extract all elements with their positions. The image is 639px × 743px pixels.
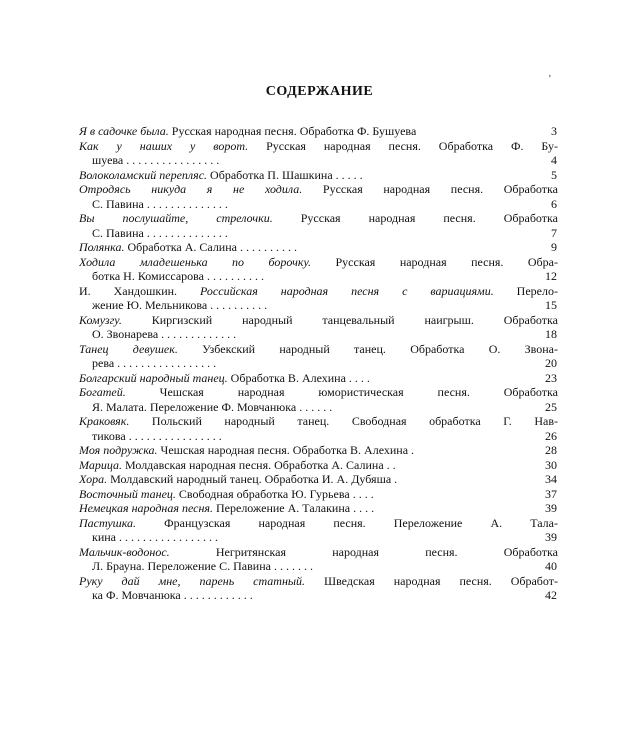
- toc-text: жение Ю. Мельникова . . . . . . . . . .: [92, 298, 268, 312]
- toc-line: [79, 240, 558, 255]
- toc-page-number: 20: [545, 356, 557, 370]
- toc-text: Л. Брауна. Переложение С. Павина . . . . . . .: [92, 559, 313, 573]
- toc-text: Чешская народная юмористическая песня. Обработка: [125, 385, 558, 399]
- toc-title-italic: Я в садочке была.: [79, 124, 169, 138]
- toc-line: [79, 182, 558, 197]
- toc-title-italic: Танец девушек.: [79, 341, 178, 356]
- toc-text: С. Павина . . . . . . . . . . . . . .: [92, 225, 228, 240]
- toc-page-number: 34: [545, 472, 557, 486]
- toc-text: ботка Н. Комиссарова . . . . . . . . . .: [92, 269, 264, 283]
- toc-title-italic: Немецкая народная песня.: [79, 501, 213, 515]
- toc-line: [79, 284, 558, 299]
- toc-title-italic: Моя подружка.: [79, 443, 158, 457]
- toc-title-italic: Российская народная песня с вариациями.: [200, 283, 494, 298]
- toc-text: Перело-: [493, 283, 558, 298]
- toc-text: Свободная обработка Ю. Гурьева . . . .: [175, 486, 374, 501]
- toc-text: Русская народная песня. Обработка Ф. Бу-: [248, 138, 558, 153]
- toc-title-italic: Хора.: [79, 472, 108, 486]
- toc-line: [92, 226, 558, 241]
- toc-line: [79, 255, 558, 270]
- toc-title-italic: Мальчик-водонос.: [79, 544, 170, 559]
- toc-page-number: 9: [551, 240, 557, 254]
- toc-line: [92, 197, 558, 212]
- toc-line: [79, 516, 558, 531]
- toc-line: [79, 124, 558, 139]
- toc-page-number: 40: [545, 559, 557, 573]
- toc-text: Польский народный танец. Свободная обработка Г. Нав-: [129, 414, 558, 428]
- toc-line: [79, 487, 558, 502]
- toc-text: рева . . . . . . . . . . . . . . . . .: [92, 356, 217, 370]
- toc-page-number: 37: [545, 486, 557, 501]
- toc-title-italic: Руку дай мне, парень статный.: [79, 573, 306, 588]
- toc-line: [92, 269, 558, 284]
- toc-line: [79, 211, 558, 226]
- toc-page-number: 30: [545, 457, 557, 472]
- toc-line: [79, 342, 558, 357]
- page-title: СОДЕРЖАНИЕ: [265, 84, 374, 99]
- toc-page-number: 6: [551, 196, 557, 211]
- toc-page-number: 23: [545, 370, 557, 385]
- toc-line: [79, 139, 558, 154]
- toc-line: [92, 588, 558, 603]
- toc-title-italic: Отродясь никуда я не ходила.: [79, 182, 303, 196]
- toc-text: О. Звонарева . . . . . . . . . . . . .: [92, 327, 237, 341]
- toc-line: [79, 385, 558, 400]
- toc-text: Русская народная песня. Обработка: [272, 211, 558, 225]
- toc-title-italic: Марица.: [79, 457, 122, 472]
- toc-title-italic: Комузгу.: [79, 312, 122, 327]
- toc-text: И. Хандошкин.: [79, 283, 201, 298]
- toc-text: кина . . . . . . . . . . . . . . . . .: [92, 530, 218, 544]
- toc-line: [92, 356, 558, 371]
- toc-text: тикова . . . . . . . . . . . . . . . .: [92, 428, 222, 443]
- toc-page-number: 42: [545, 588, 557, 602]
- toc-text: Я. Малата. Переложение Ф. Мовчанюка . . . . . .: [92, 399, 333, 414]
- toc-line: [79, 458, 558, 473]
- toc-text: Молдавская народная песня. Обработка А. Салина . .: [121, 457, 396, 472]
- toc-line: [92, 298, 558, 313]
- toc-page-number: 39: [545, 501, 557, 515]
- toc-line: [92, 153, 558, 168]
- toc-page-number: 7: [551, 225, 557, 240]
- toc-text: Переложение А. Талакина . . . .: [213, 501, 375, 515]
- toc-text: ка Ф. Мовчанюка . . . . . . . . . . . .: [92, 588, 253, 602]
- toc-page-number: 5: [551, 167, 557, 182]
- toc-page-number: 26: [545, 428, 557, 443]
- toc-page-number: 3: [551, 124, 557, 138]
- toc-line: [92, 400, 558, 415]
- toc-line: [79, 472, 558, 487]
- toc-line: [92, 429, 558, 444]
- toc-line: [79, 414, 558, 429]
- toc-text: Обработка П. Шашкина . . . . .: [207, 167, 363, 182]
- toc-text: Обработка А. Салина . . . . . . . . . .: [124, 240, 297, 254]
- toc-line: [92, 559, 558, 574]
- toc-line: [79, 443, 558, 458]
- toc-title-italic: Восточный танец.: [79, 486, 176, 501]
- toc-text: шуева . . . . . . . . . . . . . . . .: [92, 153, 220, 167]
- toc-text: Французская народная песня. Переложение А. Тала-: [136, 515, 558, 530]
- toc-title-italic: Полянка.: [79, 240, 125, 254]
- toc-page-number: 28: [545, 443, 557, 457]
- toc-page-number: 39: [545, 530, 557, 544]
- toc-text: Киргизский народный танцевальный наигрыш. Обработка: [121, 312, 558, 327]
- corner-mark: ': [549, 74, 551, 85]
- toc-line: [92, 327, 558, 342]
- toc-text: С. Павина . . . . . . . . . . . . . .: [92, 196, 228, 211]
- toc-page-number: 4: [551, 153, 557, 167]
- toc-line: [79, 168, 558, 183]
- toc-text: Русская народная песня. Обработка Ф. Бушуева: [168, 124, 417, 138]
- toc-title-italic: Болгарский народный танец.: [79, 370, 228, 385]
- toc-text: Молдавский народный танец. Обработка И. А. Дубяша .: [107, 472, 398, 486]
- toc-line: [79, 545, 558, 560]
- toc-line: [92, 530, 558, 545]
- toc-text: Русская народная песня. Обработка: [302, 182, 558, 196]
- toc-page-number: 25: [545, 399, 557, 414]
- toc-title-italic: Краковяк.: [79, 414, 130, 428]
- toc-title-italic: Ходила младешенька по борочку.: [79, 254, 312, 269]
- toc-line: [79, 313, 558, 328]
- toc-text: Негритянская народная песня. Обработка: [169, 544, 558, 559]
- toc-text: Узбекский народный танец. Обработка О. Звона-: [177, 341, 558, 356]
- toc-text: Шведская народная песня. Обработ-: [305, 573, 558, 588]
- toc-text: Чешская народная песня. Обработка В. Алехина .: [157, 443, 415, 457]
- toc-page-number: 15: [545, 298, 557, 312]
- toc-page-number: 18: [545, 327, 557, 341]
- toc-title-italic: Богатей.: [79, 385, 126, 399]
- toc-line: [79, 574, 558, 589]
- toc-title-italic: Как у наших у ворот.: [79, 138, 249, 153]
- toc-title-italic: Волоколамский перепляс.: [79, 167, 208, 182]
- toc-page-number: 12: [545, 269, 557, 283]
- toc-title-italic: Вы послушайте, стрелочки.: [79, 211, 273, 225]
- toc-title-italic: Пастушка.: [79, 515, 137, 530]
- toc-line: [79, 371, 558, 386]
- toc-text: Обработка В. Алехина . . . .: [227, 370, 370, 385]
- toc-line: [79, 501, 558, 516]
- toc-text: Русская народная песня. Обра-: [311, 254, 558, 269]
